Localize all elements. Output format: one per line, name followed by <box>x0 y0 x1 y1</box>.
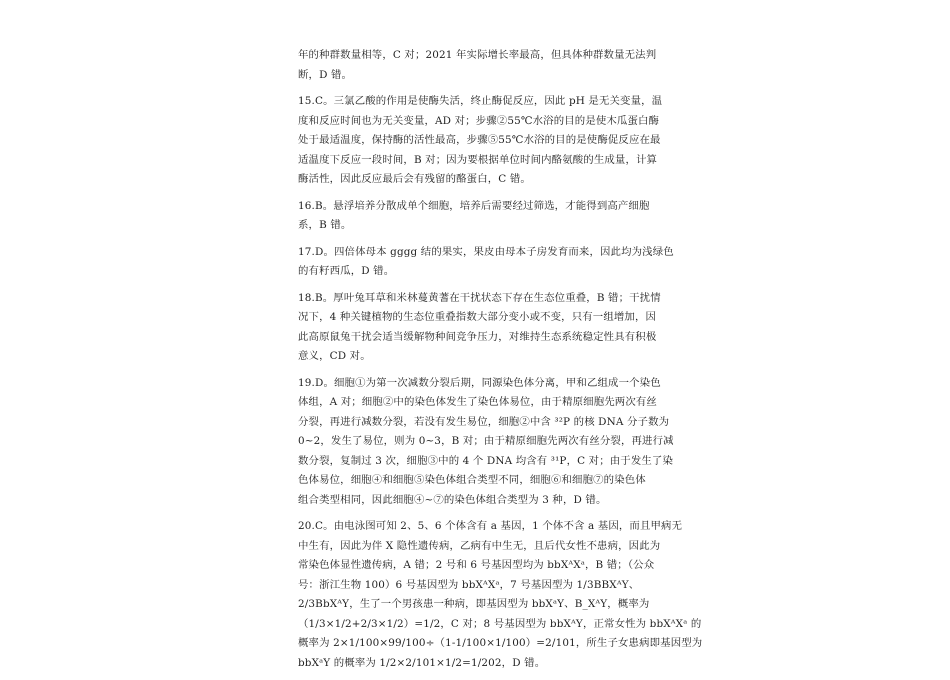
text-line: 处于最适温度，保持酶的活性最高，步骤⑤55℃水浴的目的是使酶促反应在最 <box>298 134 661 146</box>
text-line: 酶活性，因此反应最后会有残留的酪蛋白，C 错。 <box>298 173 531 185</box>
answer-text-column <box>298 46 703 680</box>
text-line: 此高原鼠兔干扰会适当缓解物种间竞争压力，对维持生态系统稳定性具有积极 <box>298 330 657 343</box>
text-line: 意义，CD 对。 <box>298 350 371 362</box>
text-line: 2/3BbXᴬY，生了一个男孩患一种病，即基因型为 bbXᵃY、B_XᴬY，概率为 <box>298 598 650 610</box>
text-line: 组合类型相同，因此细胞④~⑦的染色体组合类型为 3 种，D 错。 <box>298 493 607 506</box>
text-line: 年的种群数量相等，C 对；2021 年实际增长率最高，但具体种群数量无法判 <box>298 49 657 61</box>
text-line: 0~2，发生了易位，则为 0~3，B 对；由于精原细胞先两次有丝分裂，再进行减 <box>298 435 674 447</box>
text-line: 适温度下反应一段时间，B 对；因为要根据单位时间内酪氨酸的生成量，计算 <box>298 153 658 166</box>
text-line: 16.B。悬浮培养分散成单个细胞，培养后需要经过筛选，才能得到高产细胞 <box>298 199 650 212</box>
text-line: 体组，A 对；细胞②中的染色体发生了染色体易位，由于精原细胞先两次有丝 <box>298 396 657 408</box>
text-line: （1/3×1/2+2/3×1/2）=1/2，C 对；8 号基因型为 bbXᴬY，正常女性为 bbXᴬXᵃ 的 <box>298 617 702 630</box>
text-line: bbXᵃY 的概率为 1/2×2/101×1/2=1/202，D 错。 <box>298 656 546 669</box>
text-line: 18.B。厚叶兔耳草和米林蔓黄蓍在干扰状态下存在生态位重叠，B 错；干扰情 <box>298 291 661 304</box>
answer-19 <box>298 374 674 511</box>
answer-20 <box>298 517 703 673</box>
text-line: 况下，4 种关键植物的生态位重叠指数大部分变小或不变，只有一组增加，因 <box>298 311 657 323</box>
text-line: 分裂，再进行减数分裂，若没有发生易位，细胞②中含 ³²P 的核 DNA 分子数为 <box>298 415 670 428</box>
answer-17 <box>298 243 674 282</box>
text-line: 号：浙江生物 100）6 号基因型为 bbXᴬXᵃ，7 号基因型为 1/3BBXᴬY、 <box>298 578 640 591</box>
text-line: 的有籽西瓜，D 错。 <box>298 265 395 277</box>
text-line: 数分裂，复制过 3 次，细胞③中的 4 个 DNA 均含有 ³¹P，C 对；由于发生了染 <box>298 454 673 467</box>
answer-18 <box>298 289 660 367</box>
answer-14-continuation <box>298 46 660 85</box>
text-line: 度和反应时间也为无关变量，AD 对；步骤②55℃水浴的目的是使木瓜蛋白酶 <box>298 114 660 127</box>
text-line: 19.D。细胞①为第一次减数分裂后期，同源染色体分离，甲和乙组成一个染色 <box>298 376 661 389</box>
text-line: 20.C。由电泳图可知 2、5、6 个体含有 a 基因，1 个体不含 a 基因，而且甲病无 <box>298 520 683 532</box>
text-line: 17.D。四倍体母本 gggg 结的果实，果皮由母本子房发育而来，因此均为浅绿色 <box>298 245 674 258</box>
text-line: 色体易位，细胞④和细胞⑤染色体组合类型不同，细胞⑥和细胞⑦的染色体 <box>298 474 646 486</box>
text-line: 中生有，因此为伴 X 隐性遗传病，乙病有中生无，且后代女性不患病，因此为 <box>298 539 661 552</box>
text-line: 常染色体显性遗传病，A 错；2 号和 6 号基因型均为 bbXᴬXᵃ，B 错；（公众 <box>298 559 655 571</box>
answer-15 <box>298 92 663 190</box>
text-line: 系，B 错。 <box>298 219 352 231</box>
answer-16 <box>298 197 660 236</box>
text-line: 断，D 错。 <box>298 68 353 81</box>
text-line: 15.C。三氯乙酸的作用是使酶失活，终止酶促反应，因此 pH 是无关变量，温 <box>298 95 663 107</box>
text-line: 概率为 2×1/100×99/100÷（1-1/100×1/100）=2/101，所生子女患病即基因型为 <box>298 637 703 649</box>
